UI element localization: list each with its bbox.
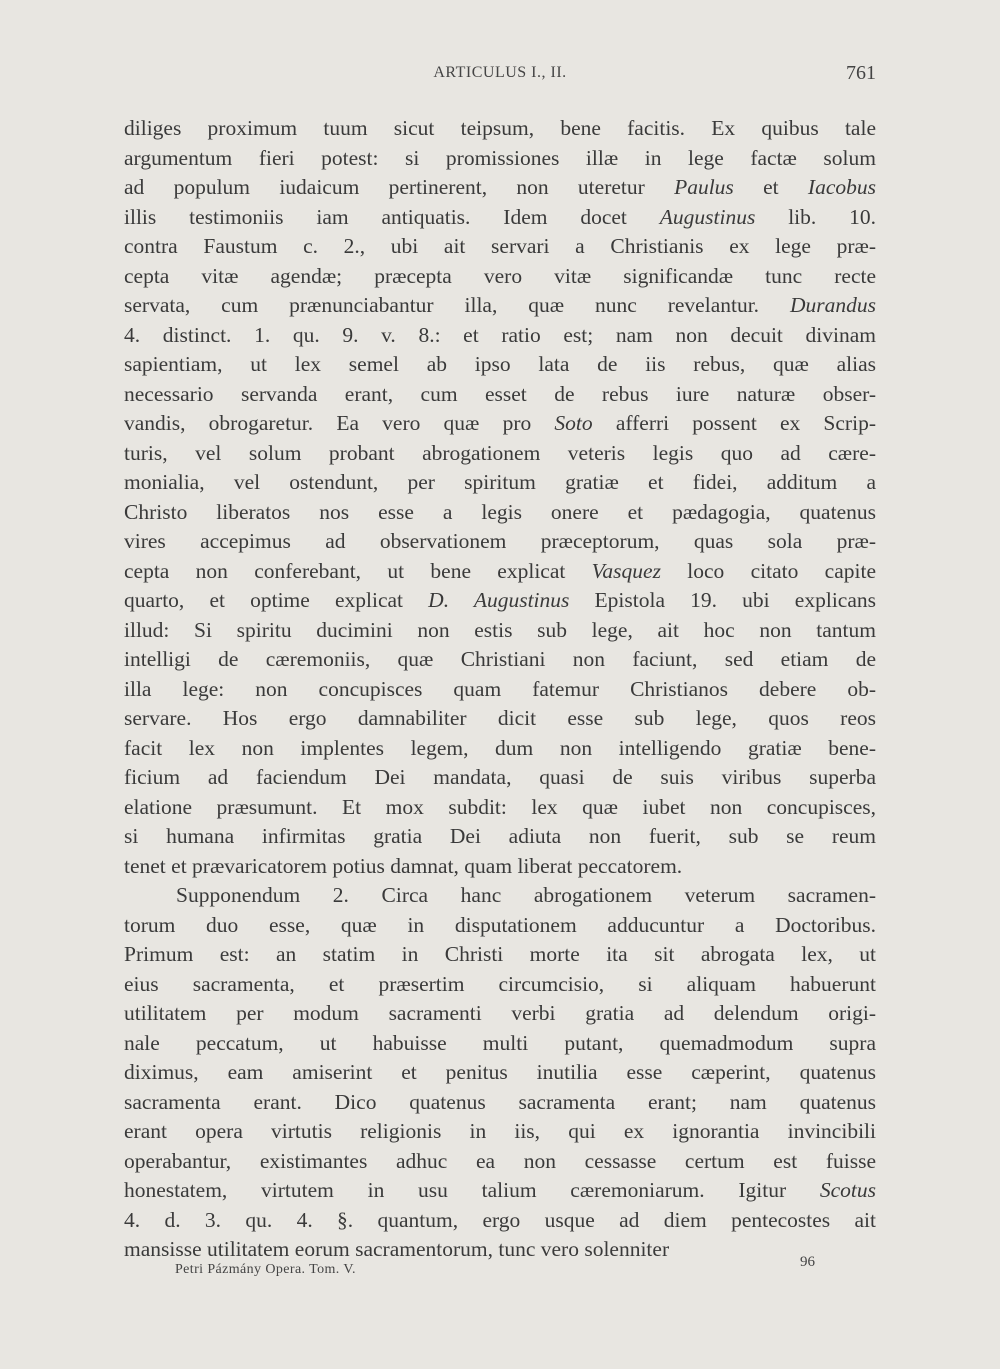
text-line bbox=[124, 173, 876, 203]
running-header: ARTICULUS I., II. bbox=[433, 64, 567, 81]
italic-name: Augustinus bbox=[659, 204, 756, 229]
text-line bbox=[124, 881, 876, 911]
text-line bbox=[124, 262, 876, 292]
text-run: Supponendum 2. Circa hanc abrogationem veterum sacramen- bbox=[176, 883, 876, 907]
text-run: cepta vitæ agendæ; præcepta vero vitæ significandæ tunc recte bbox=[124, 263, 876, 288]
text-line bbox=[124, 380, 876, 410]
text-run: torum duo esse, quæ in disputationem adducuntur a Doctoribus. bbox=[124, 912, 876, 937]
text-run: utilitatem per modum sacramenti verbi gratia ad delendum origi- bbox=[124, 1001, 876, 1025]
text-line bbox=[124, 940, 876, 970]
text-run: cepta non conferebant, ut bene explicat bbox=[124, 558, 592, 583]
text-run: Christo liberatos nos esse a legis onere et pædagogia, quatenus bbox=[124, 499, 876, 524]
text-line bbox=[124, 1147, 876, 1177]
text-line bbox=[124, 203, 876, 233]
text-run: monialia, vel ostendunt, per spiritum gratiæ et fidei, additum a bbox=[124, 470, 876, 494]
italic-name: Scotus bbox=[819, 1178, 876, 1202]
text-run: servare. Hos ergo damnabiliter dicit esse sub lege, quos reos bbox=[124, 706, 876, 730]
text-line bbox=[124, 970, 876, 1000]
text-line bbox=[124, 350, 876, 380]
text-run: afferri possent ex Scrip- bbox=[592, 411, 876, 435]
text-run: 4. distinct. 1. qu. 9. v. 8.: et ratio est; nam non decuit divinam bbox=[124, 322, 876, 347]
text-run: diliges proximum tuum sicut teipsum, bene facitis. Ex quibus tale bbox=[124, 116, 876, 140]
italic-name: Soto bbox=[554, 411, 593, 435]
page-number: 761 bbox=[846, 62, 876, 84]
text-line bbox=[124, 1088, 876, 1118]
text-run: honestatem, virtutem in usu talium cæremoniarum. Igitur bbox=[124, 1178, 820, 1202]
text-line bbox=[124, 232, 876, 262]
text-line bbox=[124, 911, 876, 941]
text-run: illa lege: non concupisces quam fatemur Christianos debere ob- bbox=[124, 676, 876, 701]
text-line bbox=[124, 291, 876, 321]
text-line bbox=[124, 144, 876, 174]
text-line bbox=[124, 616, 876, 646]
text-run: ad populum iudaicum pertinerent, non uteretur bbox=[124, 175, 675, 199]
italic-name: Iacobus bbox=[807, 175, 876, 199]
text-line bbox=[124, 763, 876, 793]
text-run: Primum est: an statim in Christi morte ita sit abrogata lex, ut bbox=[124, 942, 876, 966]
text-run: elatione præsumunt. Et mox subdit: lex quæ iubet non concupisces, bbox=[124, 794, 876, 819]
text-run: 4. d. 3. qu. 4. §. quantum, ergo usque ad diem pentecostes ait bbox=[124, 1207, 876, 1232]
text-line bbox=[124, 527, 876, 557]
text-line bbox=[124, 586, 876, 616]
text-line bbox=[124, 468, 876, 498]
text-line bbox=[124, 645, 876, 675]
text-run: et bbox=[733, 175, 808, 199]
text-line bbox=[124, 793, 876, 823]
text-run: Epistola 19. ubi explicans bbox=[569, 588, 876, 612]
text-run: illud: Si spiritu ducimini non estis sub lege, ait hoc non tantum bbox=[124, 617, 876, 642]
text-line bbox=[124, 675, 876, 705]
text-line bbox=[124, 114, 876, 144]
text-line bbox=[124, 1176, 876, 1206]
text-line bbox=[124, 1029, 876, 1059]
text-line bbox=[124, 734, 876, 764]
text-line bbox=[124, 999, 876, 1029]
text-run: intelligi de cæremoniis, quæ Christiani non faciunt, sed etiam de bbox=[124, 647, 876, 671]
italic-name: D. Augustinus bbox=[428, 588, 570, 612]
text-run: ficium ad faciendum Dei mandata, quasi de suis viribus superba bbox=[124, 765, 876, 789]
text-run: diximus, eam amiserint et penitus inutilia esse cæperint, quatenus bbox=[124, 1060, 876, 1084]
text-run: nale peccatum, ut habuisse multi putant, quemadmodum supra bbox=[124, 1030, 876, 1055]
italic-name: Durandus bbox=[789, 293, 876, 317]
text-run: vires accepimus ad observationem præceptorum, quas sola præ- bbox=[124, 529, 876, 553]
italic-name: Vasquez bbox=[591, 558, 661, 583]
text-run: operabantur, existimantes adhuc ea non cessasse certum est fuisse bbox=[124, 1148, 876, 1173]
text-line bbox=[124, 1235, 876, 1265]
text-line bbox=[124, 439, 876, 469]
text-run: quarto, et optime explicat bbox=[124, 588, 429, 612]
text-run: loco citato capite bbox=[660, 558, 876, 583]
text-line bbox=[124, 321, 876, 351]
text-line bbox=[124, 1117, 876, 1147]
text-run: facit lex non implentes legem, dum non intelligendo gratiæ bene- bbox=[124, 735, 876, 760]
footer-sheet-number: 96 bbox=[800, 1254, 815, 1270]
text-line bbox=[124, 704, 876, 734]
text-run: tenet et prævaricatorem potius damnat, quam liberat peccatorem. bbox=[124, 853, 683, 878]
text-line bbox=[124, 409, 876, 439]
text-line bbox=[124, 498, 876, 528]
text-line bbox=[124, 1206, 876, 1236]
text-run: eius sacramenta, et præsertim circumcisio, si aliquam habuerunt bbox=[124, 971, 876, 996]
text-run: sapientiam, ut lex semel ab ipso lata de iis rebus, quæ alias bbox=[124, 352, 876, 376]
text-line bbox=[124, 852, 876, 882]
text-line bbox=[124, 557, 876, 587]
text-run: argumentum fieri potest: si promissiones illæ in lege factæ solum bbox=[124, 145, 876, 170]
text-line bbox=[124, 822, 876, 852]
text-line bbox=[124, 1058, 876, 1088]
text-run: necessario servanda erant, cum esset de rebus iure naturæ obser- bbox=[124, 381, 876, 406]
text-run: servata, cum prænunciabantur illa, quæ nunc revelantur. bbox=[124, 293, 790, 317]
italic-name: Paulus bbox=[674, 175, 734, 199]
text-run: sacramenta erant. Dico quatenus sacramenta erant; nam quatenus bbox=[124, 1089, 876, 1114]
text-run: illis testimoniis iam antiquatis. Idem docet bbox=[124, 204, 660, 229]
text-run: vandis, obrogaretur. Ea vero quæ pro bbox=[124, 411, 555, 435]
text-run: turis, vel solum probant abrogationem veteris legis quo ad cære- bbox=[124, 440, 876, 465]
text-run: si humana infirmitas gratia Dei adiuta non fuerit, sub se reum bbox=[124, 824, 876, 848]
text-run: contra Faustum c. 2., ubi ait servari a Christianis ex lege præ- bbox=[124, 234, 876, 258]
body-text bbox=[124, 114, 876, 1265]
text-run: mansisse utilitatem eorum sacramentorum, tunc vero solenniter bbox=[124, 1237, 670, 1261]
text-run: lib. 10. bbox=[755, 204, 876, 229]
text-run: erant opera virtutis religionis in iis, qui ex ignorantia invincibili bbox=[124, 1119, 876, 1143]
footer-signature: Petri Pázmány Opera. Tom. V. bbox=[175, 1262, 356, 1277]
